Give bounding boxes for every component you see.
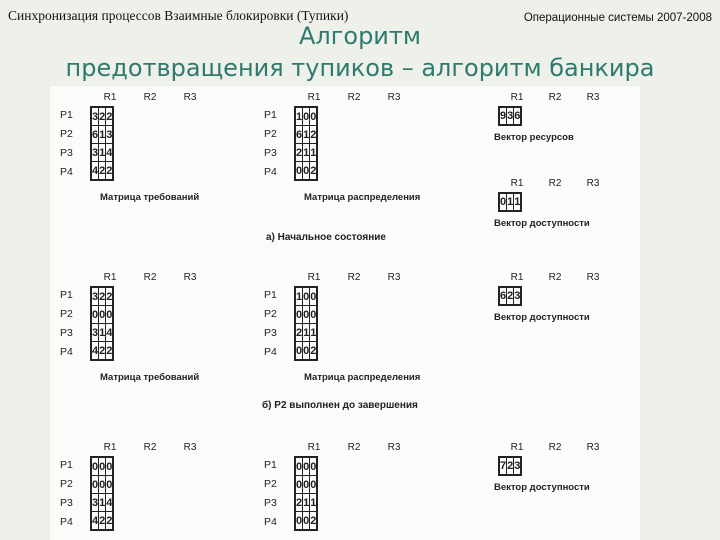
matrix-row: [91, 144, 113, 162]
matrix-cell: 3: [91, 287, 99, 306]
matrix-cell: 2: [310, 126, 318, 144]
row-label-p3: P3: [60, 497, 73, 509]
vector-cell: 2: [507, 287, 514, 305]
matrix-cell: 0: [303, 107, 310, 126]
matrix-row: [295, 107, 317, 126]
row-label-p2: P2: [60, 128, 73, 140]
vector-cell: 9: [499, 107, 507, 125]
matrix-row: [91, 306, 113, 324]
vector-cell: 7: [499, 457, 507, 475]
matrix-cell: 2: [295, 324, 303, 342]
vector-cell: 6: [499, 287, 507, 305]
column-header-r2: R2: [143, 92, 157, 103]
slide-title-line-2: предотвращения тупиков – алгоритм банкира: [65, 54, 655, 82]
matrix-cell: 1: [303, 126, 310, 144]
vector-header-r1: R1: [510, 178, 524, 189]
matrix-cell: 1: [99, 494, 106, 512]
matrix-cell: 1: [99, 144, 106, 162]
vector-header-r1: R1: [510, 272, 524, 283]
row-labels: [264, 456, 277, 532]
matrix-row: [295, 476, 317, 494]
vector-row: [499, 287, 521, 305]
matrix-cell: 0: [91, 306, 99, 324]
matrix-cell: 0: [303, 512, 310, 531]
allocation-matrix-1-table: [294, 106, 318, 181]
matrix-cell: 1: [99, 126, 106, 144]
matrix-row: [91, 324, 113, 342]
matrix-cell: 0: [310, 476, 318, 494]
matrix-cell: 3: [91, 107, 99, 126]
matrix-row: [91, 287, 113, 306]
matrix-cell: 2: [310, 512, 318, 531]
row-labels: [60, 106, 73, 182]
row-label-p4: P4: [264, 346, 277, 358]
state-label-2: б) Р2 выполнен до завершения: [262, 400, 418, 411]
matrix-row: [295, 144, 317, 162]
matrix-cell: 2: [106, 162, 114, 181]
header-course-name: Операционные системы 2007-2008: [523, 12, 712, 24]
matrix-cell: 2: [106, 287, 114, 306]
column-header-r2: R2: [347, 92, 361, 103]
matrix-cell: 0: [99, 476, 106, 494]
matrix-row: [91, 512, 113, 531]
allocation-matrix-3-table: [294, 456, 318, 531]
available-vector-3-caption: Вектор доступности: [494, 482, 590, 493]
matrix-cell: 3: [106, 126, 114, 144]
row-label-p2: P2: [60, 478, 73, 490]
row-label-p3: P3: [264, 327, 277, 339]
matrix-cell: 0: [295, 457, 303, 476]
row-label-p2: P2: [264, 478, 277, 490]
column-header-r1: R1: [103, 272, 117, 283]
column-header-r3: R3: [387, 92, 401, 103]
matrix-row: [295, 162, 317, 181]
row-label-p1: P1: [60, 289, 73, 301]
matrix-cell: 2: [106, 342, 114, 361]
state-label-1: а) Начальное состояние: [266, 232, 386, 243]
matrix-cell: 1: [303, 144, 310, 162]
vector-header-r2: R2: [548, 178, 562, 189]
matrix-cell: 4: [91, 162, 99, 181]
matrix-cell: 1: [310, 324, 318, 342]
column-header-r2: R2: [143, 442, 157, 453]
column-header-r1: R1: [307, 442, 321, 453]
matrix-cell: 2: [295, 144, 303, 162]
vector-cell: 3: [514, 287, 522, 305]
matrix-row: [91, 342, 113, 361]
vector-header-r2: R2: [548, 442, 562, 453]
matrix-row: [91, 107, 113, 126]
matrix-cell: 4: [106, 144, 114, 162]
column-header-r3: R3: [387, 442, 401, 453]
matrix-cell: 0: [106, 306, 114, 324]
matrix-cell: 4: [106, 324, 114, 342]
matrix-cell: 1: [295, 107, 303, 126]
vector-header-r2: R2: [548, 92, 562, 103]
matrix-row: [91, 476, 113, 494]
matrix-cell: 0: [295, 476, 303, 494]
matrix-row: [295, 126, 317, 144]
matrix-cell: 4: [91, 342, 99, 361]
vector-header-r1: R1: [510, 442, 524, 453]
row-labels: [264, 286, 277, 362]
matrix-row: [91, 494, 113, 512]
matrix-cell: 2: [106, 512, 114, 531]
matrix-row: [91, 162, 113, 181]
matrix-cell: 2: [310, 342, 318, 361]
vector-cell: 1: [507, 193, 514, 211]
matrix-cell: 3: [91, 144, 99, 162]
matrix-cell: 0: [310, 306, 318, 324]
matrix-row: [295, 512, 317, 531]
matrix-cell: 6: [295, 126, 303, 144]
matrix-cell: 0: [310, 107, 318, 126]
matrix-cell: 3: [91, 324, 99, 342]
matrix-cell: 0: [295, 162, 303, 181]
allocation-matrix-2-table: [294, 286, 318, 361]
available-vector-1-table: [498, 192, 522, 212]
matrix-cell: 0: [303, 306, 310, 324]
matrix-cell: 6: [91, 126, 99, 144]
column-header-r1: R1: [103, 92, 117, 103]
vector-cell: 0: [499, 193, 507, 211]
row-label-p4: P4: [60, 166, 73, 178]
matrix-row: [295, 324, 317, 342]
matrix-cell: 0: [106, 457, 114, 476]
matrix-cell: 0: [303, 476, 310, 494]
column-header-r3: R3: [183, 272, 197, 283]
column-header-r3: R3: [183, 92, 197, 103]
matrix-row: [295, 494, 317, 512]
matrix-cell: 2: [310, 162, 318, 181]
matrix-cell: 0: [106, 476, 114, 494]
vector-cell: 1: [514, 193, 522, 211]
matrix-cell: 0: [303, 287, 310, 306]
matrix-cell: 0: [310, 457, 318, 476]
requirements-matrix-2-caption: Матрица требований: [100, 372, 200, 383]
vector-header-r3: R3: [586, 272, 600, 283]
matrix-cell: 4: [91, 512, 99, 531]
matrix-row: [295, 287, 317, 306]
row-label-p4: P4: [264, 166, 277, 178]
matrix-cell: 0: [99, 306, 106, 324]
header-course-topic: Синхронизация процессов Взаимные блокировки (Тупики): [8, 8, 349, 23]
matrix-cell: 1: [310, 494, 318, 512]
allocation-matrix-2-caption: Матрица распределения: [304, 372, 421, 383]
matrix-cell: 1: [310, 144, 318, 162]
matrix-row: [91, 126, 113, 144]
vector-header-r1: R1: [510, 92, 524, 103]
matrix-cell: 2: [99, 162, 106, 181]
row-label-p3: P3: [264, 147, 277, 159]
matrix-cell: 2: [99, 342, 106, 361]
column-header-r3: R3: [387, 272, 401, 283]
row-label-p1: P1: [264, 459, 277, 471]
available-vector-2-table: [498, 286, 522, 306]
matrix-cell: 0: [303, 162, 310, 181]
matrix-row: [295, 342, 317, 361]
matrix-cell: 2: [295, 494, 303, 512]
requirements-matrix-1-table: [90, 106, 114, 181]
vector-header-r3: R3: [586, 178, 600, 189]
vector-cell: 6: [514, 107, 522, 125]
slide-title-line-1: Алгоритм: [299, 22, 421, 50]
vector-row: [499, 193, 521, 211]
matrix-cell: 1: [295, 287, 303, 306]
column-header-r2: R2: [347, 272, 361, 283]
matrix-cell: 1: [303, 494, 310, 512]
matrix-row: [295, 306, 317, 324]
matrix-cell: 1: [99, 324, 106, 342]
matrix-cell: 3: [91, 494, 99, 512]
available-vector-3-table: [498, 456, 522, 476]
row-label-p3: P3: [60, 327, 73, 339]
column-header-r2: R2: [347, 442, 361, 453]
matrix-cell: 0: [295, 512, 303, 531]
matrix-cell: 0: [295, 306, 303, 324]
matrix-cell: 1: [303, 324, 310, 342]
matrix-cell: 0: [303, 342, 310, 361]
column-header-r1: R1: [307, 92, 321, 103]
row-label-p3: P3: [264, 497, 277, 509]
available-vector-1-caption: Вектор доступности: [494, 218, 590, 229]
row-label-p4: P4: [60, 346, 73, 358]
resource-vector-1-table: [498, 106, 522, 126]
vector-header-r3: R3: [586, 442, 600, 453]
vector-cell: 2: [507, 457, 514, 475]
matrix-cell: 0: [295, 342, 303, 361]
matrix-cell: 0: [91, 476, 99, 494]
vector-cell: 3: [507, 107, 514, 125]
matrix-row: [91, 457, 113, 476]
matrix-cell: 2: [106, 107, 114, 126]
vector-header-r3: R3: [586, 92, 600, 103]
row-label-p3: P3: [60, 147, 73, 159]
matrix-cell: 0: [303, 457, 310, 476]
vector-header-r2: R2: [548, 272, 562, 283]
row-label-p1: P1: [264, 109, 277, 121]
requirements-matrix-2-table: [90, 286, 114, 361]
row-label-p2: P2: [264, 128, 277, 140]
allocation-matrix-1-caption: Матрица распределения: [304, 192, 421, 203]
row-labels: [60, 456, 73, 532]
resource-vector-1-caption: Вектор ресурсов: [494, 132, 574, 143]
vector-cell: 3: [514, 457, 522, 475]
row-labels: [60, 286, 73, 362]
matrix-cell: 0: [91, 457, 99, 476]
column-header-r1: R1: [307, 272, 321, 283]
scanned-figure: [50, 86, 640, 540]
matrix-row: [295, 457, 317, 476]
row-label-p4: P4: [60, 516, 73, 528]
row-label-p1: P1: [264, 289, 277, 301]
row-label-p4: P4: [264, 516, 277, 528]
requirements-matrix-1-caption: Матрица требований: [100, 192, 200, 203]
column-header-r3: R3: [183, 442, 197, 453]
matrix-cell: 2: [99, 107, 106, 126]
row-label-p1: P1: [60, 109, 73, 121]
matrix-cell: 4: [106, 494, 114, 512]
requirements-matrix-3-table: [90, 456, 114, 531]
row-label-p1: P1: [60, 459, 73, 471]
matrix-cell: 2: [99, 287, 106, 306]
row-labels: [264, 106, 277, 182]
row-label-p2: P2: [264, 308, 277, 320]
column-header-r2: R2: [143, 272, 157, 283]
row-label-p2: P2: [60, 308, 73, 320]
matrix-cell: 2: [99, 512, 106, 531]
vector-row: [499, 457, 521, 475]
available-vector-2-caption: Вектор доступности: [494, 312, 590, 323]
vector-row: [499, 107, 521, 125]
column-header-r1: R1: [103, 442, 117, 453]
matrix-cell: 0: [310, 287, 318, 306]
matrix-cell: 0: [99, 457, 106, 476]
